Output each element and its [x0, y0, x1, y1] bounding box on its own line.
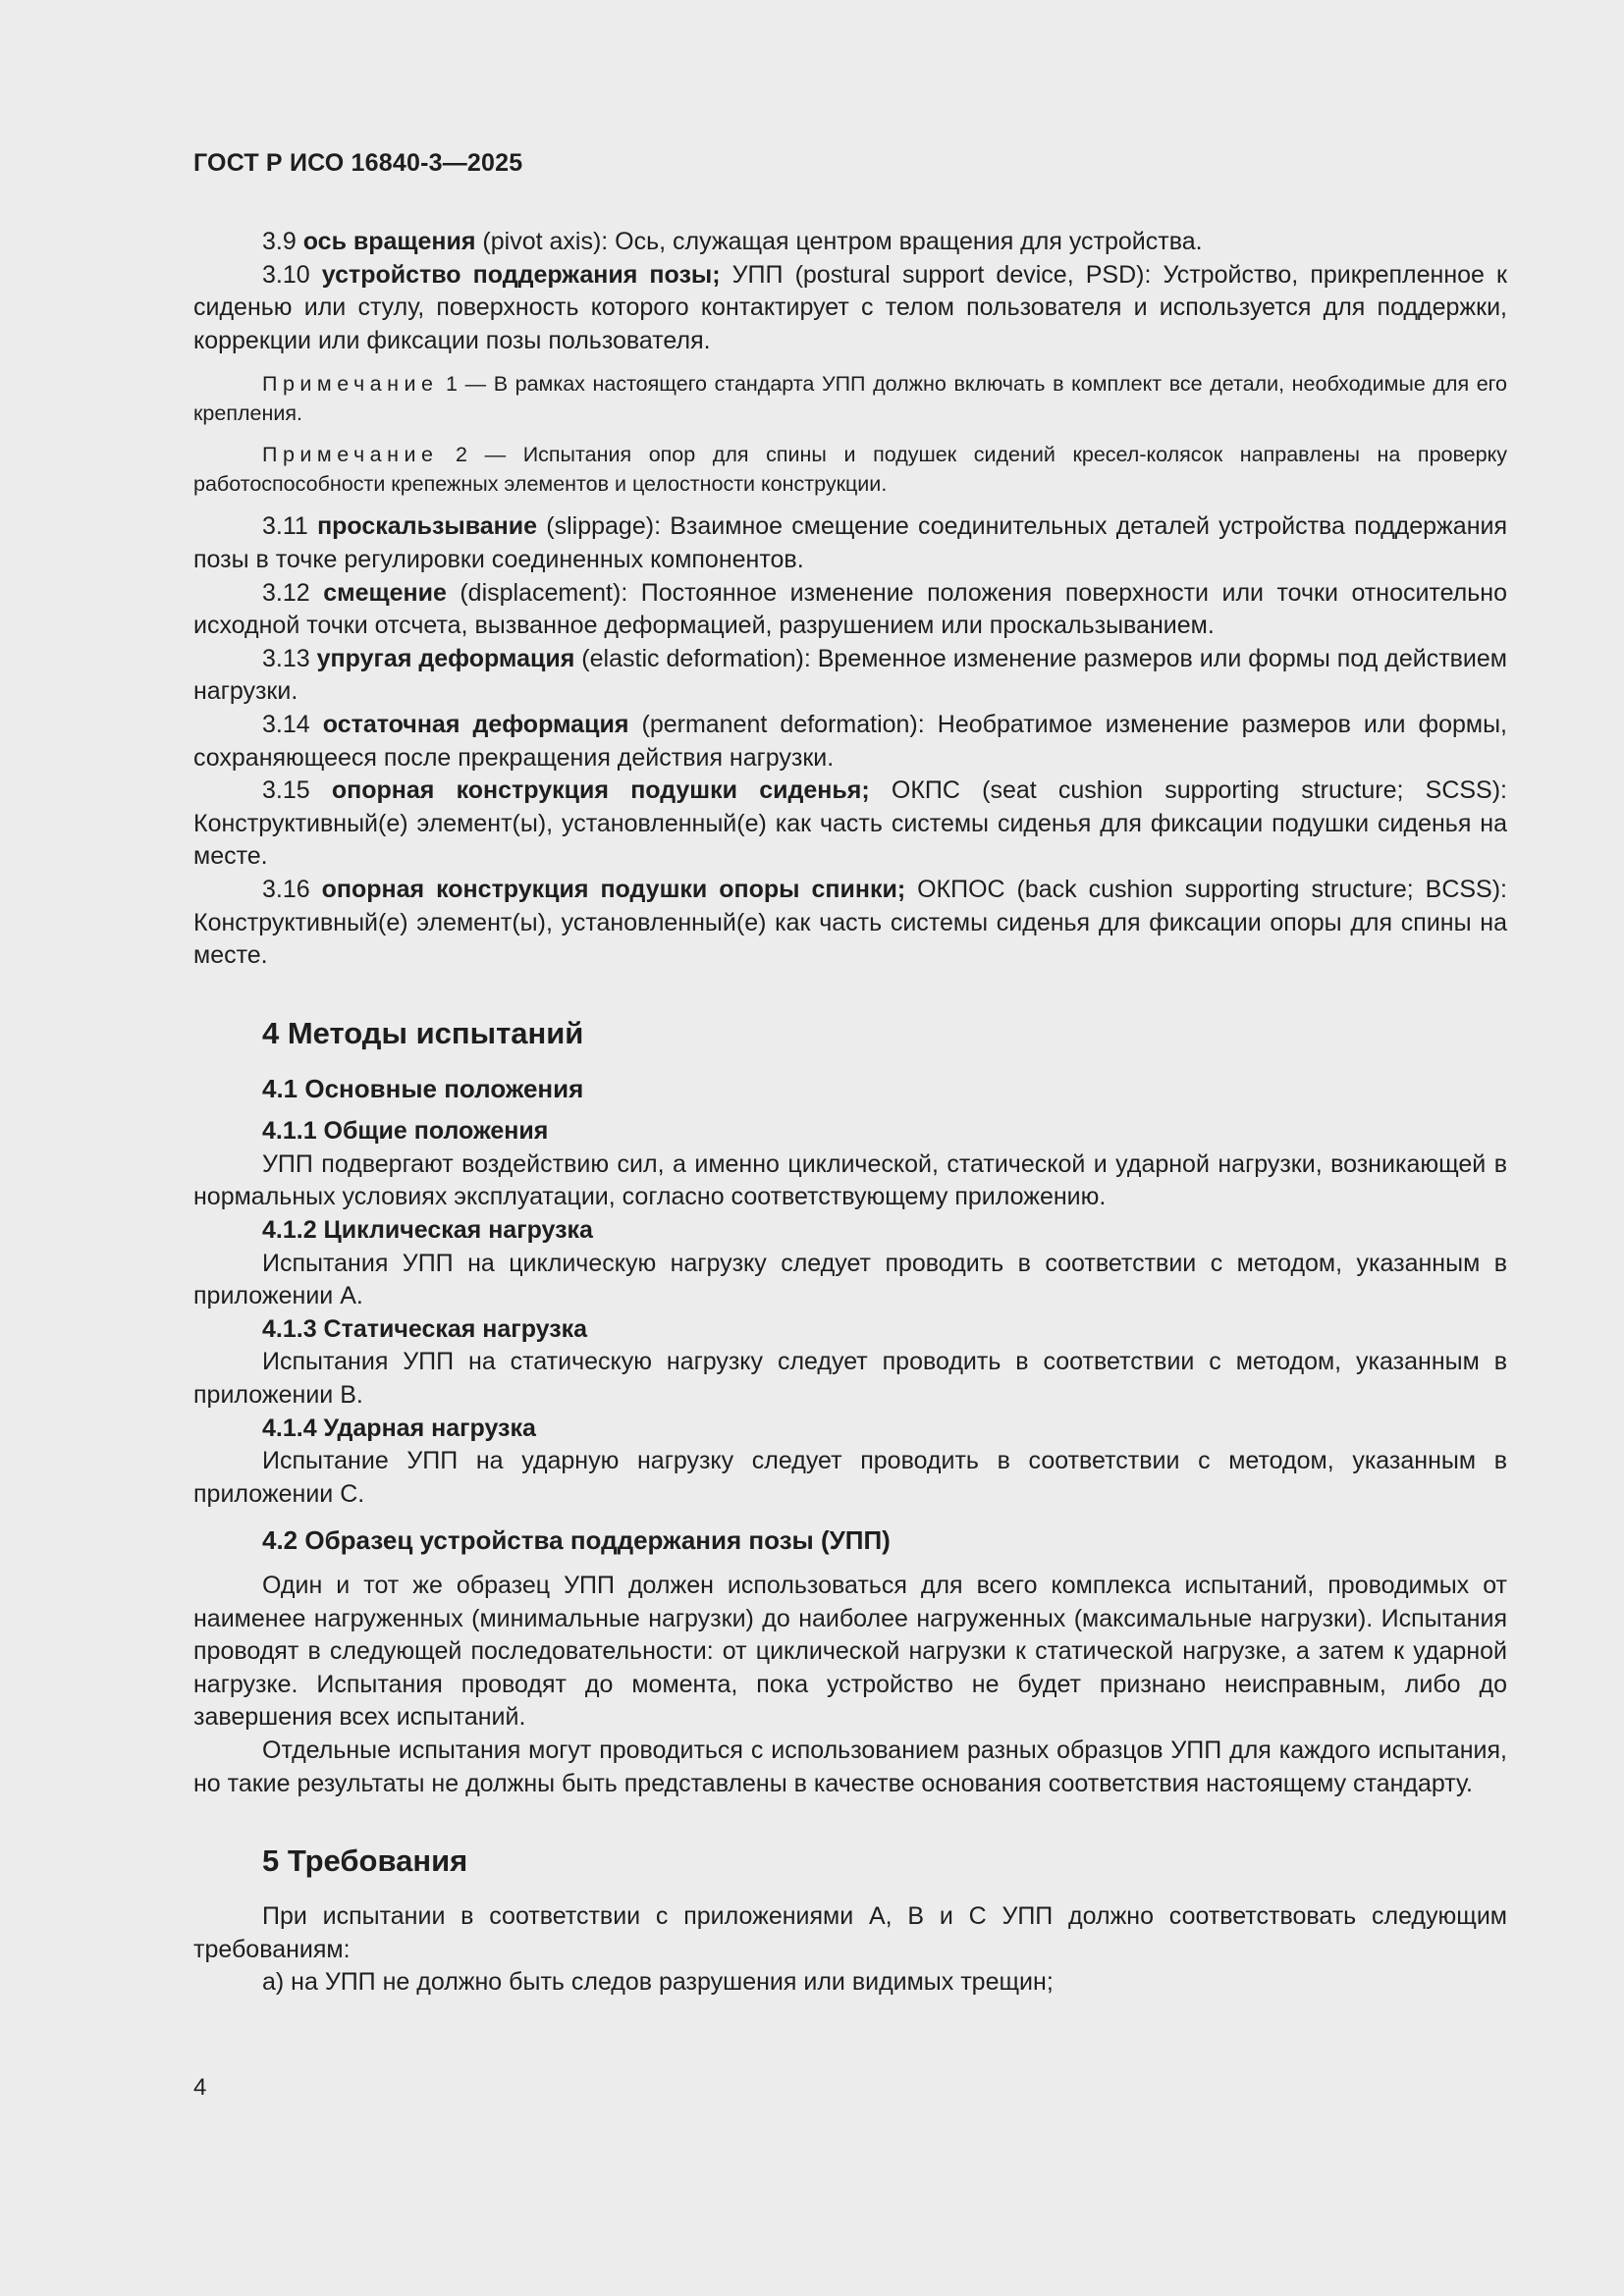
note-2: Примечание 2 — Испытания опор для спины и подушек сидений кресел-колясок направлены на проверку работоспособности крепежных элементов и целостности конструкции.: [193, 443, 1507, 497]
definition-3-11: 3.11 проскальзывание (slippage): Взаимное смещение соединительных деталей устройства поддержания позы в точке регулировки соединенных компонентов.: [193, 512, 1507, 573]
section-4-1-1-heading: 4.1.1 Общие положения: [262, 1117, 549, 1146]
page-number: 4: [193, 2074, 207, 2101]
term: упругая деформация: [316, 644, 575, 672]
definition-3-16: 3.16 опорная конструкция подушки опоры спинки; ОКПОС (back cushion supporting structure; BCSS): Конструктивный(е) элемент(ы), установленный(е) как часть системы сиденья для фиксации опоры для спины на месте.: [193, 875, 1507, 970]
term: опорная конструкция подушки сиденья;: [331, 776, 870, 805]
section-4-2-paragraph-1: Один и тот же образец УПП должен использоваться для всего комплекса испытаний, проводимых от наименее нагруженных (минимальные нагрузки) до наиболее нагруженных (максимальные нагрузки). Испытания проводят в следующей последовательности: от циклической нагрузки к статической нагрузке, а затем к ударной нагрузке. Испытания проводят до момента, пока устройство не будет признано неисправным, либо до завершения всех испытаний.: [193, 1572, 1507, 1732]
section-4-1-3-text: Испытания УПП на статическую нагрузку следует проводить в соответствии с методом, указанным в приложении В.: [193, 1348, 1507, 1410]
section-4-2-paragraph-2: Отдельные испытания могут проводиться с использованием разных образцов УПП для каждого испытания, но такие результаты не должны быть представлены в качестве основания соответствия настоящему стандарту.: [193, 1735, 1507, 1797]
section-4-1-2-heading: 4.1.2 Циклическая нагрузка: [262, 1216, 593, 1245]
definition-3-13: 3.13 упругая деформация (elastic deformation): Временное изменение размеров или формы под действием нагрузки.: [193, 644, 1507, 706]
definition-3-9: 3.9 ось вращения (pivot axis): Ось, служащая центром вращения для устройства.: [262, 228, 1203, 255]
definition-3-10: 3.10 устройство поддержания позы; УПП (postural support device, PSD): Устройство, прикрепленное к сиденью или стулу, поверхность которого контактирует с телом пользователя и используется для поддержки, коррекции или фиксации позы пользователя.: [193, 260, 1507, 354]
section-4-1-1-text: УПП подвергают воздействию сил, а именно циклической, статической и ударной нагрузки, возникающей в нормальных условиях эксплуатации, согласно соответствующему приложению.: [193, 1149, 1507, 1211]
section-5-intro: При испытании в соответствии с приложениями А, В и С УПП должно соответствовать следующим требованиям:: [193, 1902, 1507, 1963]
term: смещение: [323, 578, 447, 607]
section-4-2-heading: 4.2 Образец устройства поддержания позы (УПП): [262, 1525, 891, 1556]
section-4-1-2-text: Испытания УПП на циклическую нагрузку следует проводить в соответствии с методом, указанным в приложении А.: [193, 1249, 1507, 1310]
term: проскальзывание: [317, 512, 538, 541]
section-4-heading: 4 Методы испытаний: [262, 1015, 584, 1050]
term: устройство поддержания позы;: [321, 260, 721, 289]
note-label: Примечание: [262, 372, 439, 397]
section-4-1-heading: 4.1 Основные положения: [262, 1073, 584, 1103]
term: ось вращения: [302, 228, 476, 255]
document-header: ГОСТ Р ИСО 16840-3—2025: [193, 149, 523, 177]
section-4-1-4-text: Испытание УПП на ударную нагрузку следует проводить в соответствии с методом, указанным в приложении С.: [193, 1447, 1507, 1508]
section-4-1-4-heading: 4.1.4 Ударная нагрузка: [262, 1414, 536, 1442]
section-4-1-3-heading: 4.1.3 Статическая нагрузка: [262, 1314, 588, 1343]
note-1: Примечание 1 — В рамках настоящего стандарта УПП должно включать в комплект все детали, необходимые для его крепления.: [193, 372, 1507, 426]
section-5-heading: 5 Требования: [262, 1843, 468, 1879]
definition-3-12: 3.12 смещение (displacement): Постоянное изменение положения поверхности или точки относительно исходной точки отсчета, вызванное деформацией, разрушением или проскальзыванием.: [193, 578, 1508, 640]
definition-3-15: 3.15 опорная конструкция подушки сиденья; ОКПС (seat cushion supporting structure; SCSS): Конструктивный(е) элемент(ы), установленный(е) как часть системы сиденья для фиксации подушки сиденья на месте.: [193, 776, 1507, 871]
document-body: [193, 226, 1507, 2000]
term: остаточная деформация: [322, 710, 629, 738]
term: опорная конструкция подушки опоры спинки;: [321, 875, 906, 903]
note-label: Примечание: [262, 443, 439, 467]
requirement-item-a: а) на УПП не должно быть следов разрушения или видимых трещин;: [262, 1968, 1054, 1997]
definition-3-14: 3.14 остаточная деформация (permanent deformation): Необратимое изменение размеров или формы, сохраняющееся после прекращения действия нагрузки.: [193, 710, 1507, 772]
